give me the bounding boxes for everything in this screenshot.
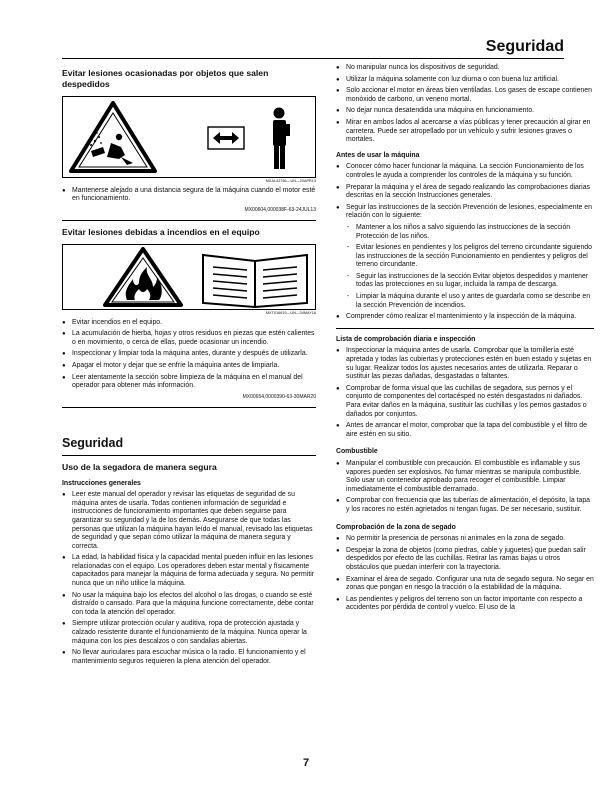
image-code: MXAL42766—UN—20APR13 (265, 178, 316, 183)
list-item: ● Solo accionar el motor en áreas bien ventiladas. Los gases de escape contienen monóxido de carbono, un veneno mortal. (336, 87, 594, 104)
list-item-text: Seguir las instrucciones de la sección Prevención de lesiones, especialmente en relación con lo siguiente: (346, 203, 592, 220)
sub-list-item: - Mantener a los niños a salvo siguiendo las instrucciones de la sección Protección de los niños. (346, 224, 594, 241)
chapter-title: Seguridad (62, 435, 124, 450)
list-item: ● No manipular nunca los dispositivos de seguridad. (336, 64, 594, 73)
page-title: Seguridad (485, 38, 564, 55)
list-item: ● Evitar incendios en el equipo. (62, 319, 316, 328)
list-item (336, 204, 594, 311)
reference-code: MX00604,000038F-63-24JUL13 (244, 206, 316, 213)
list-item: ● No usar la máquina bajo los efectos del alcohol o las drogas, o cuando se esté distraído o cansado. Para que la máquina funcione correctamente, debe contar con toda la atención del operador. (62, 592, 316, 618)
section-title-incendios: Evitar lesiones debidas a incendios en el equipo (62, 226, 260, 237)
list-item: ● No dejar nunca desatendida una máquina en funcionamiento. (336, 107, 594, 116)
header-rule (62, 58, 564, 59)
sub-list-item: - Seguir las instrucciones de la sección Evitar objetos despedidos y mantener todas las protecciones en su lugar, incluida la rampa de descarga. (346, 273, 594, 290)
subsection-title: Comprobación de la zona de segado (336, 523, 456, 531)
list-item: ● Examinar el área de segado. Configurar una ruta de segado segura. No segar en zonas que pongan en riesgo la tracción o la estabilidad de la máquina. (336, 576, 594, 593)
subsection-title: Antes de usar la máquina (336, 151, 420, 159)
list-item: ● Mantenerse alejado a una distancia segura de la máquina cuando el motor esté en funcionamiento. (62, 187, 316, 204)
sub-list-item: - Limpiar la máquina durante el uso y antes de guardarla como se describe en la sección Prevención de incendios. (346, 293, 594, 310)
left-column (62, 64, 316, 669)
section-divider (62, 407, 316, 408)
list-item: ● Antes de arrancar el motor, comprobar que la tapa del combustible y el filtro de aire estén en su sitio. (336, 422, 594, 439)
list-item: ● Preparar la máquina y el área de segado realizando las comprobaciones diarias descritas en la sección Instrucciones generales. (336, 184, 594, 201)
image-code: MXT016619—UN—04MAY16 (265, 310, 316, 315)
section-divider (336, 328, 594, 329)
list-item: ● La acumulación de hierba, hojas y otros residuos en piezas que estén calientes o en movimiento, o cerca de ellas, puede ocasionar un incendio. (62, 330, 316, 347)
list-item: ● Inspeccionar y limpiar toda la máquina antes, durante y después de utilizarla. (62, 350, 316, 359)
section-title-objetos: Evitar lesiones ocasionadas por objetos que salen despedidos (62, 68, 269, 89)
right-column (336, 64, 594, 616)
list-item: ● Las pendientes y peligros del terreno son un factor importante con respecto a accidentes por pérdida de control y vuelco. El uso de la (336, 596, 594, 613)
subsection-title: Lista de comprobación diaria e inspección (336, 335, 476, 343)
list-item: ● La edad, la habilidad física y la capacidad mental pueden influir en las lesiones relacionadas con el equipo. Los operadores deben estar mental y físicamente capacitados para manejar la máquina de forma adecuada y segura. No permitir nunca que un niño utilice la máquina. (62, 554, 316, 588)
list-item: ● Apagar el motor y dejar que se enfríe la máquina antes de limpiarla. (62, 362, 316, 371)
list-item: ● Utilizar la máquina solamente con luz diurna o con buena luz artificial. (336, 76, 594, 85)
section-title-uso: Uso de la segadora de manera segura (62, 461, 217, 472)
list-item: ● Inspeccionar la máquina antes de usarla. Comprobar que la tornillería esté apretada y todas las cubiertas y protecciones estén en buen estado y sujetas en su lugar. Realizar todos los ajustes necesarios antes de utilizarla. Reparar o sustituir las piezas dañadas, desgastadas o faltantes. (336, 347, 594, 381)
list-item: ● Manipular el combustible con precaución. El combustible es inflamable y sus vapores pueden ser explosivos. No fumar mientras se manipula combustible. Solo usar un contenedor aprobado para recoger el combustible. Limpiar inmediatamente el combustible derramado. (336, 460, 594, 494)
section-divider (62, 220, 316, 221)
list-item: ● Comprender cómo realizar el mantenimiento y la inspección de la máquina. (336, 313, 594, 322)
page-number: 7 (302, 757, 310, 769)
list-item: ● Leer atentamente la sección sobre limpieza de la máquina en el manual del operador para obtener más información. (62, 374, 316, 391)
list-item: ● Comprobar con frecuencia que las tuberías de alimentación, el depósito, la tapa y los racores no estén agrietados ni tengan fugas. De ser necesario, sustituir. (336, 497, 594, 514)
warning-image-objetos (62, 96, 316, 178)
list-item: ● No llevar auriculares para escuchar música o la radio. El funcionamiento y el mantenimiento seguros requieren la plena atención del operador. (62, 649, 316, 666)
list-item: ● Mirar en ambos lados al acercarse a vías públicas y tener precaución al girar en carretera. Puede ser atropellado por un vehículo y sufrir lesiones graves o mortales. (336, 119, 594, 145)
subsection-title: Instrucciones generales (62, 479, 141, 487)
reference-code: MX00654,0000390-63-30MAR20 (242, 393, 316, 400)
list-item: ● No permitir la presencia de personas ni animales en la zona de segado. (336, 535, 594, 544)
list-item: ● Comprobar de forma visual que las cuchillas de segadora, sus pernos y el conjunto de componentes del cortacésped no estén desgastados ni dañados. Para evitar daños en la máquina, sustituir las cuchillas y los pernos gastados o dañados por conjuntos. (336, 385, 594, 419)
list-item: ● Conocer cómo hacer funcionar la máquina. La sección Funcionamiento de los controles le ayuda a comprender los controles de la máquina y su función. (336, 163, 594, 180)
warning-image-incendios (62, 244, 316, 310)
section-divider (62, 455, 316, 456)
subsection-title: Combustible (336, 448, 378, 456)
list-item: ● Siempre utilizar protección ocular y auditiva, ropa de protección ajustada y calzado resistente durante el funcionamiento de la máquina. Nunca operar la máquina con los pies descalzos o con sandalias abiertas. (62, 620, 316, 646)
list-item: ● Leer este manual del operador y revisar las etiquetas de seguridad de su máquina antes de usarla. Todas contienen información de seguridad e instrucciones de funcionamiento importantes que deben seguirse para garantizar su seguridad y la de los demás. Asegurarse de que todas las personas que utilizan la máquina hayan leído el manual, revisado las etiquetas de seguridad y que sepan cómo utilizar la máquina de manera segura y correcta. (62, 491, 316, 551)
list-item: ● Despejar la zona de objetos (como piedras, cable y juguetes) que puedan salir despedidos por efecto de las cuchillas. Retirar las ramas bajas u otros obstáculos que puedan interferir con la trayectoria. (336, 547, 594, 573)
sub-list-item: - Evitar lesiones en pendientes y los peligros del terreno circundante siguiendo las instrucciones de la sección Funcionamiento en pendientes y peligros del terreno circundante. (346, 244, 594, 270)
